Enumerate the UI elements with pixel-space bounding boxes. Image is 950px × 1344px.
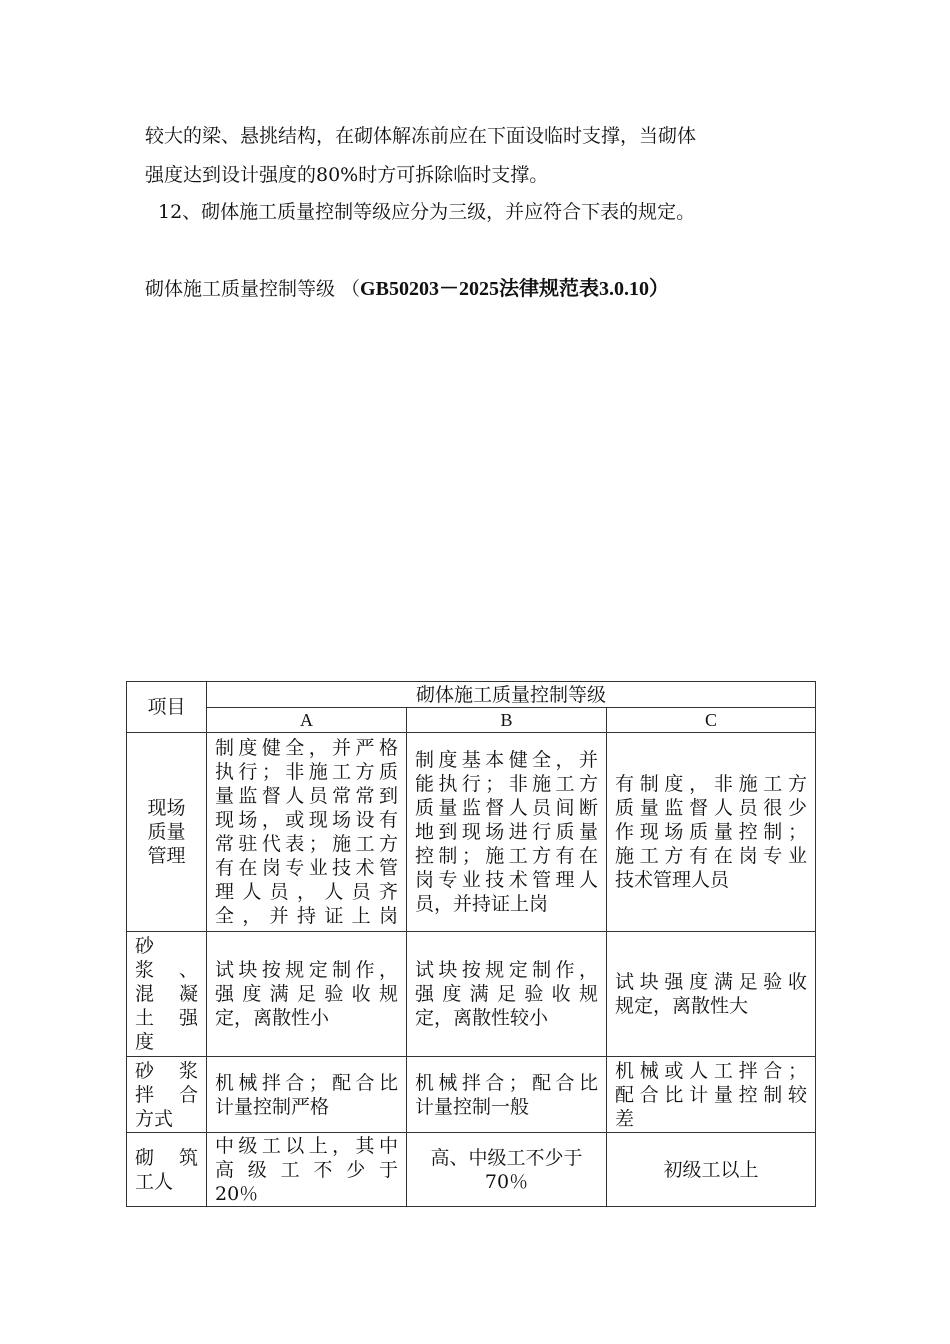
cell-strength-b: [407, 932, 607, 1057]
cell-text-line: 有制度，非施工方: [615, 773, 808, 795]
cell-mixing-a: [207, 1057, 407, 1133]
cell-text-line: 高级工不少于: [215, 1158, 398, 1181]
body-text-line-2: 强度达到设计强度的80%时方可拆除临时支撑。: [145, 164, 549, 186]
cell-text-line: 70％: [484, 1170, 529, 1193]
cell-text-line: 执行；非施工方质: [215, 761, 398, 783]
cell-text-line: 作现场质量控制；: [615, 821, 808, 843]
cell-site-management-a: [207, 733, 407, 932]
cell-text-line: 计量控制严格: [215, 1095, 330, 1118]
cell-mixing-c: [607, 1057, 816, 1133]
cell-text-line: 强度满足验收规: [415, 983, 598, 1005]
table-row: [127, 1133, 816, 1207]
cell-text-line: 高、中级工不少于: [430, 1146, 583, 1169]
cell-text-line: 混 凝: [135, 983, 198, 1005]
cell-text-line: 砂: [135, 935, 155, 957]
cell-text-line: 现场: [147, 797, 186, 819]
cell-text-line: 中级工以上，其中: [215, 1134, 398, 1157]
cell-site-management-c: [607, 733, 816, 932]
cell-text-line: 质量: [147, 821, 186, 843]
cell-workers-c: 初级工以上: [607, 1133, 816, 1207]
table-row: [127, 932, 816, 1057]
table-header-row: [127, 682, 816, 708]
body-text-line-3: 12、砌体施工质量控制等级应分为三级，并应符合下表的规定。: [158, 201, 696, 223]
cell-text-line: 能执行；非施工方: [415, 773, 598, 795]
cell-workers-a: [207, 1133, 407, 1207]
cell-workers-b: [407, 1133, 607, 1207]
cell-text-line: 试块按规定制作，: [415, 959, 598, 981]
cell-text-line: 浆 、: [135, 959, 198, 981]
cell-text-line: 制度健全，并严格: [215, 737, 398, 759]
grade-c: C: [607, 708, 816, 733]
cell-text-line: 定，离散性小: [215, 1007, 330, 1029]
cell-text-line: 试块按规定制作，: [215, 959, 398, 981]
cell-text-line: 员，并持证上岗: [415, 893, 549, 915]
cell-text-line: 试块强度满足验收: [615, 971, 808, 993]
cell-text-line: 度: [135, 1031, 155, 1053]
row-label-site-management: [127, 733, 207, 932]
grade-b: B: [407, 708, 607, 733]
cell-text-line: 计量控制一般: [415, 1095, 530, 1118]
row-label-strength: [127, 932, 207, 1057]
cell-text-line: 管理: [147, 845, 186, 867]
cell-text-line: 拌 合: [135, 1083, 198, 1106]
cell-text-line: 施工方有在岗专业: [615, 845, 808, 867]
cell-strength-c: [607, 932, 816, 1057]
grade-a: A: [207, 708, 407, 733]
quality-grade-table: [126, 681, 816, 1207]
cell-text-line: 工人: [135, 1170, 174, 1193]
cell-mixing-b: [407, 1057, 607, 1133]
cell-text-line: 方式: [135, 1107, 174, 1130]
cell-text-line: 配合比计量控制较: [615, 1083, 808, 1106]
table-caption: [145, 272, 669, 301]
cell-text-line: 量监督人员常常到: [215, 785, 398, 807]
cell-text-line: 制度基本健全，并: [415, 749, 598, 771]
cell-text-line: 质量监督人员间断: [415, 797, 598, 819]
cell-text-line: 现场，或现场设有: [215, 809, 398, 831]
cell-text-line: 质量监督人员很少: [615, 797, 808, 819]
cell-text-line: 砌 筑: [135, 1146, 198, 1169]
cell-text-line: 理人员，人员齐: [215, 881, 398, 903]
cell-text-line: 常驻代表；施工方: [215, 833, 398, 855]
cell-text-line: 控制；施工方有在: [415, 845, 598, 867]
cell-text-line: 机械拌合；配合比: [415, 1071, 598, 1094]
cell-strength-a: [207, 932, 407, 1057]
cell-text-line: 机械或人工拌合；: [615, 1059, 808, 1082]
cell-site-management-b: [407, 733, 607, 932]
cell-text-line: 技术管理人员: [615, 869, 730, 891]
table-row: [127, 1057, 816, 1133]
cell-text-line: 岗专业技术管理人: [415, 869, 598, 891]
cell-text-line: 定，离散性较小: [415, 1007, 549, 1029]
cell-text-line: 20％: [215, 1182, 259, 1205]
cell-text-line: 机械拌合；配合比: [215, 1071, 398, 1094]
body-text-line-1: 较大的梁、悬挑结构，在砌体解冻前应在下面设临时支撑，当砌体: [145, 125, 697, 147]
cell-text-line: 砂 浆: [135, 1059, 198, 1082]
grade-row: [127, 708, 816, 733]
cell-text-line: 有在岗专业技术管: [215, 857, 398, 879]
cell-text-line: 土 强: [135, 1007, 198, 1029]
header-grade-group: 砌体施工质量控制等级: [207, 682, 816, 708]
cell-text-line: 强度满足验收规: [215, 983, 398, 1005]
row-label-mixing: [127, 1057, 207, 1133]
cell-text-line: 地到现场进行质量: [415, 821, 598, 843]
cell-text-line: 差: [615, 1107, 635, 1130]
table-row: [127, 733, 816, 932]
cell-text-line: 全，并持证上岗: [215, 905, 398, 927]
row-label-workers: [127, 1133, 207, 1207]
caption-standard: GB50203－2025法律规范表3.0.10）: [360, 278, 669, 300]
cell-text-line: 规定，离散性大: [615, 995, 749, 1017]
header-item: 项目: [127, 682, 207, 733]
caption-text: 砌体施工质量控制等级 （: [145, 278, 361, 300]
